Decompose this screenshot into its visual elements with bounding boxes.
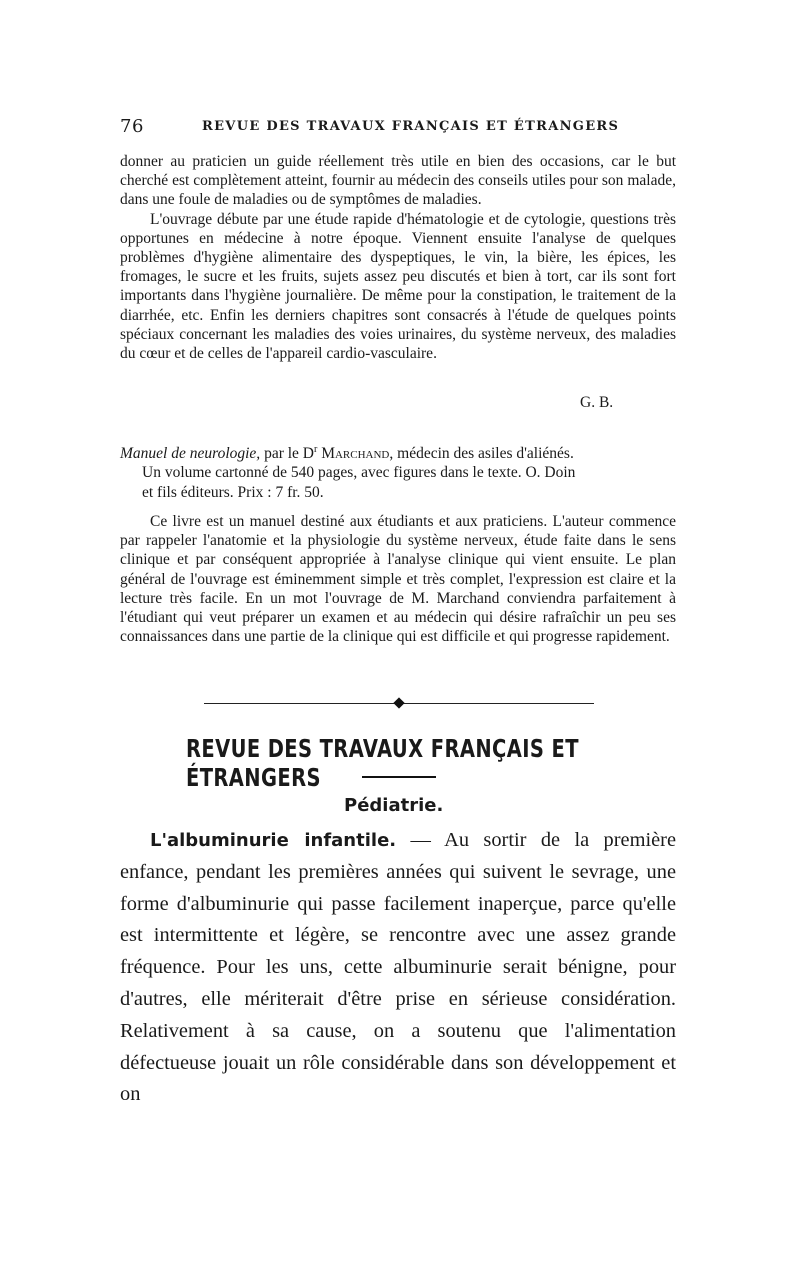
review-continuation [120, 152, 676, 363]
running-title: REVUE DES TRAVAUX FRANÇAIS ET ÉTRANGERS [202, 119, 620, 134]
article [120, 825, 676, 1111]
section-title: REVUE DES TRAVAUX FRANÇAIS ET ÉTRANGERS [186, 734, 579, 792]
diamond-ornament-icon [393, 697, 404, 708]
paragraph: Ce livre est un manuel destiné aux étudiants et aux praticiens. L'auteur commence par rappeler l'anatomie et la physiologie du système nerveux, étude faite dans le sens clinique et par conséquent appropriée à l'analyse clinique qui vient ensuite. Le plan général de l'ouvrage est éminemment simple et très complet, l'expression est claire et la lecture très facile. En un mot l'ouvrage de M. Marchand conviendra parfaitement à l'étudiant qui veut préparer un examen et au médecin qui désire rafraîchir un peu ses connaissances dans une partie de la clinique qui est difficile et qui progresse rapidement. [120, 513, 676, 646]
book-by-sup: r [313, 444, 318, 455]
book-details: Un volume cartonné de 540 pages, avec figures dans le texte. O. Doin [142, 464, 576, 482]
subsection-heading: Pédiatrie. [344, 795, 444, 816]
book-entry-line [120, 440, 676, 463]
page-number: 76 [120, 116, 144, 137]
book-entry [120, 440, 676, 502]
book-author-role: médecin des asiles d'aliénés. [393, 445, 574, 463]
section-separator [204, 702, 594, 706]
running-header [120, 116, 680, 136]
book-by: par le D [260, 445, 314, 463]
article-lead: L'albuminurie infantile. [150, 830, 397, 851]
article-text: — Au sortir de la première enfance, pendant les premières années qui suivent le sevrage, une forme d'albuminurie qui passe facilement inaperçue, parce qu'elle est intermittente et légère, se rencontre avec une assez grande fréquence. Pour les uns, cette albuminurie serait bénigne, pour d'autres, elle mériterait d'être prise en sérieuse considération. Relativement à sa cause, on a soutenu que l'alimentation défectueuse jouait un rôle considérable dans son développement et on [120, 829, 676, 1106]
book-author: Marchand, [317, 445, 394, 463]
book-publisher: et fils éditeurs. Prix : 7 fr. 50. [142, 483, 324, 501]
reviewer-signature: G. B. [580, 394, 614, 411]
paragraph: donner au praticien un guide réellement très utile en bien des occasions, car le but cherché est complètement atteint, fournir au médecin des conseils utiles pour son malade, dans une foule de maladies ou de symptômes de maladies. [120, 153, 676, 209]
title-rule [362, 776, 436, 778]
book-title: Manuel de neurologie, [120, 445, 261, 463]
paragraph: L'ouvrage débute par une étude rapide d'hématologie et de cytologie, questions très opportunes en médecine à notre époque. Viennent ensuite l'analyse de quelques problèmes d'hygiène alimentaire des dyspeptiques, le vin, la bière, les épices, les fromages, le sucre et les fruits, sujets assez peu discutés et bien à tort, car ils sont fort importants dans l'hygiène journalière. De même pour la constipation, le traitement de la diarrhée, etc. Enfin les derniers chapitres sont consacrés à l'étude de quelques points spéciaux concernant les maladies des voies urinaires, du système nerveux, des maladies du cœur et de celles de l'appareil cardio-vasculaire. [120, 210, 676, 363]
book-review [120, 512, 676, 646]
